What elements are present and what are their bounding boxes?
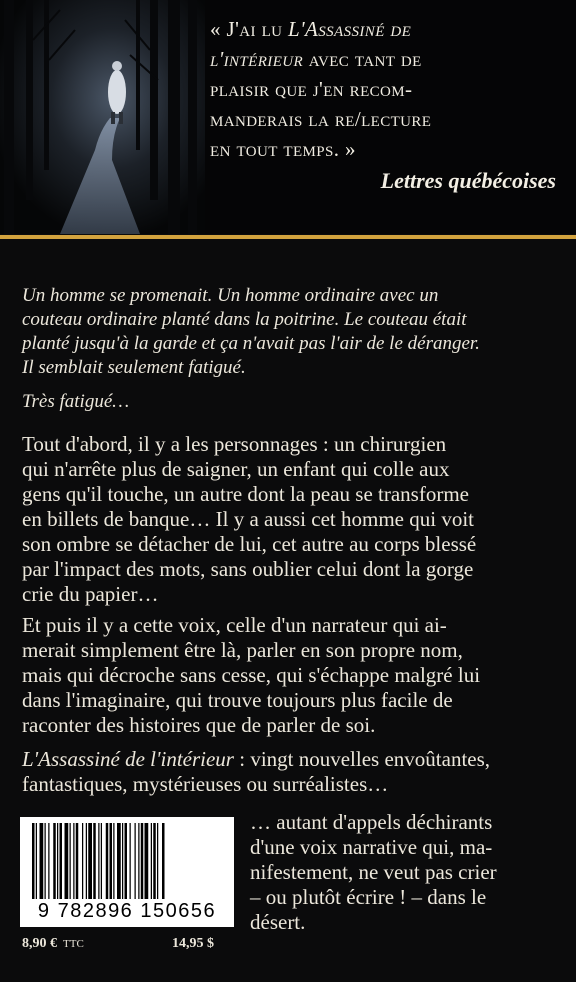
barcode-bar — [113, 823, 114, 899]
text-line: L'Assassiné de l'intérieur : vingt nouvelles envoûtantes, — [22, 747, 491, 771]
text-line: son ombre se détacher de lui, cet autre au corps blessé — [22, 532, 477, 556]
paragraph-narrator — [22, 613, 556, 738]
quote-line: « J'ai lu L'Assassiné de — [210, 17, 412, 41]
barcode-bar — [117, 823, 121, 899]
price-ttc-label: TTC — [63, 938, 84, 950]
text-line: – ou plutôt écrire ! – dans le — [250, 885, 487, 909]
text-line: nifestement, ne veut pas crier — [250, 860, 497, 884]
barcode-bars — [28, 823, 226, 899]
isbn-number: 9 782896 150656 — [37, 900, 217, 922]
forest-path-image — [0, 0, 205, 234]
cover-photo — [0, 0, 205, 234]
text-line: fantastiques, mystérieuses ou surréalistes… — [22, 772, 389, 796]
barcode-bar — [65, 823, 69, 899]
barcode-bar — [70, 823, 71, 899]
barcode-bar — [130, 823, 131, 899]
barcode-bar — [151, 823, 152, 899]
quote-line: en tout temps. » — [210, 137, 356, 161]
blurb-tres-fatigue: Très fatigué… — [22, 391, 130, 412]
barcode-bar — [162, 823, 165, 899]
isbn-barcode — [20, 817, 234, 927]
barcode-bar — [110, 823, 113, 899]
barcode-bar — [86, 823, 87, 899]
price-cad: 14,95 $ — [172, 936, 214, 951]
barcode-bar — [135, 823, 136, 899]
quote-line: manderais la re/lecture — [210, 107, 432, 131]
text-line: qui n'arrête plus de saigner, un enfant qui colle aux — [22, 457, 450, 481]
text-line: gens qu'il touche, un autre dont la peau se transforme — [22, 482, 469, 506]
barcode-bar — [76, 823, 79, 899]
blurb-line: Un homme se promenait. Un homme ordinaire avec un — [22, 285, 439, 306]
quote-line: l'intérieur avec tant de — [210, 47, 422, 71]
text-line: par l'impact des mots, sans oublier celui dont la gorge — [22, 557, 474, 581]
blurb-line: couteau ordinaire planté dans la poitrine. Le couteau était — [22, 309, 467, 330]
text-line: en billets de banque… Il y a aussi cet homme qui voit — [22, 507, 474, 531]
barcode-bar — [32, 823, 35, 899]
price-euro: 8,90 € TTC — [22, 936, 84, 951]
barcode-bar — [36, 823, 37, 899]
barcode-bar — [157, 823, 158, 899]
text-line: Tout d'abord, il y a les personnages : un chirurgien — [22, 432, 447, 456]
barcode-bar — [48, 823, 49, 899]
top-band — [0, 0, 576, 234]
barcode-bar — [57, 823, 58, 899]
quote-line: plaisir que j'en recom- — [210, 77, 413, 101]
text-line: raconter des histoires que de parler de soi. — [22, 713, 376, 737]
text-line: désert. — [250, 910, 306, 934]
barcode-bar — [106, 823, 109, 899]
barcode-bar — [73, 823, 74, 899]
barcode-bar — [45, 823, 46, 899]
barcode-bar — [93, 823, 96, 899]
italic-blurb — [22, 284, 554, 414]
closing-paragraph — [250, 810, 560, 935]
review-quote — [210, 14, 562, 164]
barcode-bar — [145, 823, 149, 899]
quote-source: Lettres québécoises — [380, 168, 556, 193]
barcode-bar — [40, 823, 44, 899]
text-line: merait simplement être là, parler en son propre nom, — [22, 638, 463, 662]
text-line: Et puis il y a cette voix, celle d'un narrateur qui ai- — [22, 613, 447, 637]
barcode-bar — [138, 823, 139, 899]
divider-rule — [0, 235, 576, 239]
text-line: dans l'imaginaire, qui trouve toujours plus facile de — [22, 688, 453, 712]
barcode-bar — [101, 823, 102, 899]
text-line: mais qui décroche sans cesse, qui s'échappe malgré lui — [22, 663, 481, 687]
barcode-bar — [88, 823, 92, 899]
paragraph-summary — [22, 747, 556, 797]
barcode-bar — [125, 823, 128, 899]
barcode-bar — [98, 823, 99, 899]
barcode-bar — [82, 823, 83, 899]
barcode-bar — [53, 823, 56, 899]
blurb-line: planté jusqu'à la garde et ça n'avait pas l'air de le déranger. — [22, 333, 480, 354]
text-line: … autant d'appels déchirants — [250, 810, 493, 834]
text-line: crie du papier… — [22, 582, 159, 606]
barcode-bar — [141, 823, 144, 899]
barcode-bar — [60, 823, 63, 899]
walking-man-figure — [108, 70, 126, 114]
paragraph-characters — [22, 432, 556, 607]
barcode-bar — [153, 823, 156, 899]
blurb-line: Il semblait seulement fatigué. — [22, 357, 246, 378]
book-title: L'Assassiné de l'intérieur — [22, 747, 234, 771]
text-line: d'une voix narrative qui, ma- — [250, 835, 493, 859]
barcode-bar — [122, 823, 123, 899]
